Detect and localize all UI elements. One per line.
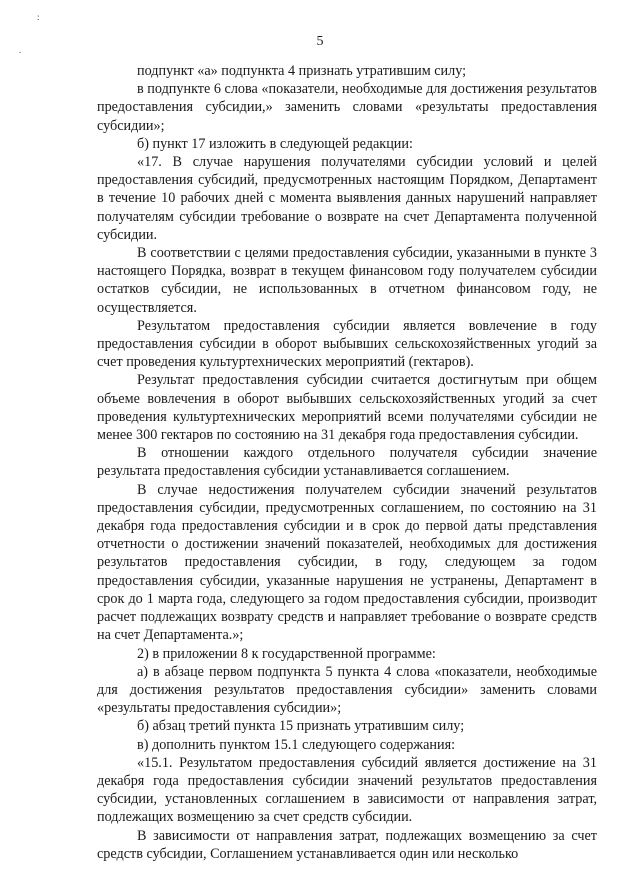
paragraph: б) пункт 17 изложить в следующей редакции: [137,135,413,152]
paragraph: В случае недостижения получателем субсидии значений результатов предоставления субсидии, предусмотренных соглашением, по состоянию на 31 декабря года предоставления субсидии и в срок до первой даты представления отчетности о достижении значений показателей, необходимых для достижения результатов предоставления субсидии, в году, следующем за годом предоставления субсидии, указанные нарушения не устранены, Департамент в срок до 1 марта года, следующего за годом предоставления субсидии, производит расчет подлежащих возврату средств и направляет требование о возврате средств на счет Департамента.»; [97,481,597,644]
paragraph: а) в абзаце первом подпункта 5 пункта 4 слова «показатели, необходимые для достижения результатов предоставления субсидии» заменить словами «результаты предоставления субсидии»; [97,663,597,717]
paragraph: «15.1. Результатом предоставления субсидий является достижение на 31 декабря года предоставления субсидии значений результатов предоставления субсидии, установленных соглашением в зависимости от направления затрат, подлежащих возмещению за счет средств субсидии. [97,754,597,826]
scan-mark: . [19,45,22,55]
paragraph: б) абзац третий пункта 15 признать утратившим силу; [137,718,465,735]
paragraph: в) дополнить пунктом 15.1 следующего содержания: [137,736,456,753]
paragraph: В соответствии с целями предоставления субсидии, указанными в пункте 3 настоящего Порядка, возврат в текущем финансовом году получателем субсидии остатков субсидии, не использованных в отчетном финансовом году, не осуществляется. [97,245,597,316]
paragraph: 2) в приложении 8 к государственной программе: [137,645,436,662]
paragraph: в подпункте 6 слова «показатели, необходимые для достижения результатов предоставления субсидии,» заменить словами «результаты предоставления субсидии»; [97,81,597,134]
paragraph: «17. В случае нарушения получателями субсидии условий и целей предоставления субсидий, предусмотренных настоящим Порядком, Департамент в течение 10 рабочих дней с момента выявления данных нарушений направляет получателям субсидии требование о возврате на счет Департамента полученной субсидии. [97,154,597,243]
paragraph: подпункт «а» подпункта 4 признать утратившим силу; [137,63,467,79]
document-body [97,62,597,863]
paragraph: Результат предоставления субсидии считается достигнутым при общем объеме вовлечения в оборот выбывших сельскохозяйственных угодий за счет проведения культуртехнических мероприятий всеми получателями субсидии не менее 300 гектаров по состоянию на 31 декабря года предоставления субсидии. [97,372,597,444]
paragraph: В зависимости от направления затрат, подлежащих возмещению за счет средств субсидии, Соглашением устанавливается один или несколько [97,827,597,862]
page-number: 5 [316,34,324,49]
scan-mark: : [37,12,40,22]
paragraph: Результатом предоставления субсидии является вовлечение в году предоставления субсидии в оборот выбывших сельскохозяйственных угодий за счет проведения культуртехнических мероприятий (гектаров). [97,317,597,371]
paragraph: В отношении каждого отдельного получателя субсидии значение результата предоставления субсидии устанавливается соглашением. [97,445,597,480]
